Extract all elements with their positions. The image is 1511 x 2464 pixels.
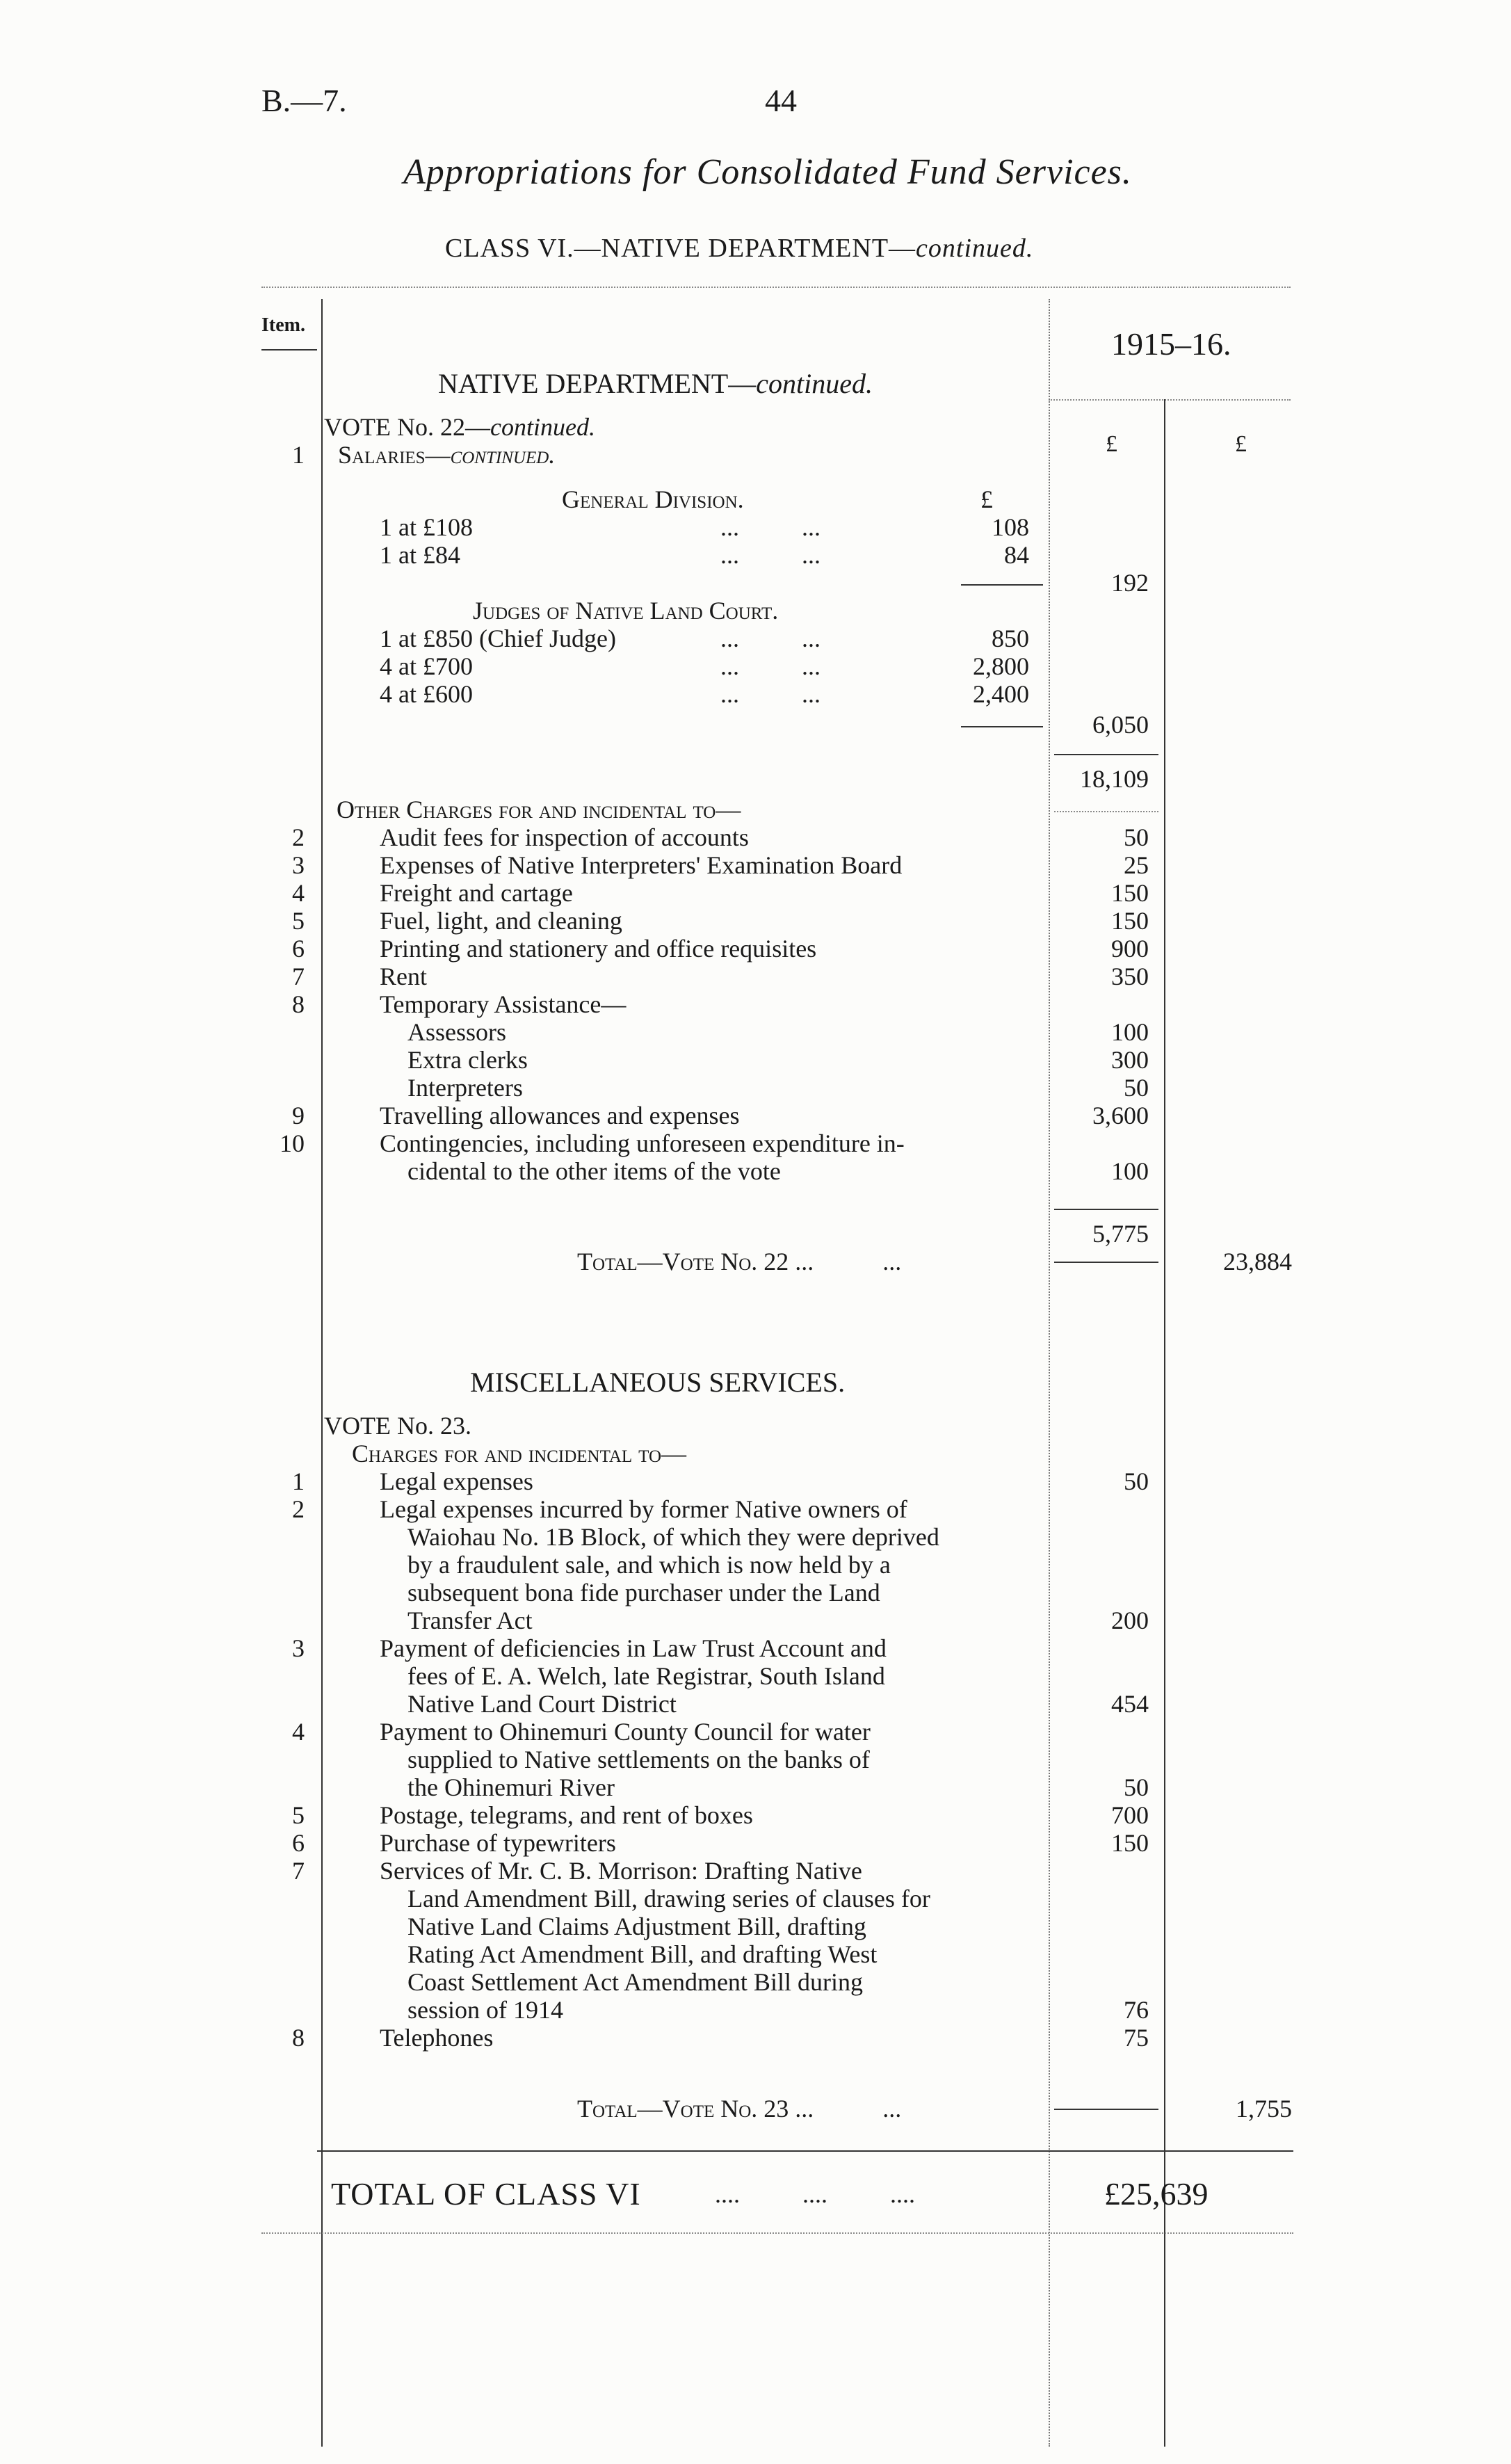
item-number: 3 [292,851,305,879]
class-total-label: TOTAL OF CLASS VI [331,2176,641,2212]
misc-services-heading: MISCELLANEOUS SERVICES. [470,1367,846,1398]
item-number: 1 [292,1467,305,1495]
currency-column-2: £ [1235,431,1247,457]
judges-rule [961,726,1043,727]
item-amount: 75 [1124,2024,1149,2052]
item-label: cidental to the other items of the vote [407,1157,781,1185]
item-header-rule [261,349,317,351]
item-label: Freight and cartage [380,879,573,907]
salary-row-value: 84 [1004,541,1029,569]
item-number: 5 [292,907,305,935]
general-division-subtotal: 192 [1111,569,1149,597]
salary-row-label: 1 at £108 [380,513,473,541]
salaries-rule [1054,754,1158,755]
judges-heading: Judges of Native Land Court. [473,597,779,625]
item-amount: 300 [1111,1046,1149,1074]
item-amount: 3,600 [1092,1102,1149,1129]
page-number: 44 [765,83,797,118]
salary-row-label: 4 at £600 [380,680,473,708]
item-amount: 100 [1111,1018,1149,1046]
item-label: Waiohau No. 1B Block, of which they were deprived [407,1523,939,1551]
vote-23-total: 1,755 [1236,2095,1292,2123]
item-amount: 150 [1111,1829,1149,1857]
year-header-rule [1049,399,1291,401]
item-label: Services of Mr. C. B. Morrison: Drafting Native [380,1857,862,1885]
item-label: Coast Settlement Act Amendment Bill during [407,1968,863,1996]
other-charges-total-rule [1054,1209,1158,1210]
item-label: Transfer Act [407,1607,533,1634]
vote-23-total-rule [1054,2109,1158,2110]
item-amount: 50 [1124,1074,1149,1102]
item-amount: 350 [1111,963,1149,990]
item-number: 8 [292,2024,305,2052]
item-label: subsequent bona fide purchaser under the Land [407,1579,880,1607]
amount-column-rule-left [1049,299,1050,2447]
item-column-rule [321,299,323,2447]
class-total-rule [317,2150,1293,2152]
vote-22-label: VOTE No. 22—continued. [324,413,595,441]
native-dept-heading: NATIVE DEPARTMENT—continued. [438,368,873,399]
salary-row-leader: ... ... [720,625,821,652]
item-label: Native Land Court District [407,1690,677,1718]
item-label: Travelling allowances and expenses [380,1102,740,1129]
salary-row-leader: ... ... [720,541,821,569]
general-division-currency: £ [980,485,993,513]
item-label: Extra clerks [407,1046,528,1074]
general-division-rule [961,584,1043,586]
item-number: 2 [292,1495,305,1523]
salary-row-value: 2,800 [973,652,1029,680]
item-label: Postage, telegrams, and rent of boxes [380,1801,753,1829]
item-amount: 50 [1124,1773,1149,1801]
item-number: 6 [292,1829,305,1857]
salaries-item-number: 1 [292,441,305,469]
item-amount: 200 [1111,1607,1149,1634]
item-label: by a fraudulent sale, and which is now held by a [407,1551,891,1579]
item-label: Expenses of Native Interpreters' Examination Board [380,851,903,879]
item-label: Assessors [407,1018,507,1046]
salary-row-label: 1 at £850 (Chief Judge) [380,625,616,652]
item-number: 7 [292,963,305,990]
item-number: 8 [292,990,305,1018]
item-amount: 76 [1124,1996,1149,2024]
item-label: Rating Act Amendment Bill, and drafting West [407,1940,878,1968]
item-amount: 50 [1124,1467,1149,1495]
item-label: Land Amendment Bill, drawing series of clauses for [407,1885,930,1913]
item-label: Fuel, light, and cleaning [380,907,622,935]
item-label: the Ohinemuri River [407,1773,615,1801]
item-amount: 50 [1124,823,1149,851]
salary-row-value: 108 [992,513,1029,541]
item-number: 2 [292,823,305,851]
item-label: Printing and stationery and office requisites [380,935,817,963]
item-amount: 150 [1111,907,1149,935]
vote-23-total-label: Total—Vote No. 23 ... ... [577,2095,902,2123]
item-label: Audit fees for inspection of accounts [380,823,749,851]
item-label: session of 1914 [407,1996,563,2024]
item-number: 4 [292,1718,305,1746]
item-number: 3 [292,1634,305,1662]
item-number: 7 [292,1857,305,1885]
salaries-total: 18,109 [1080,765,1149,793]
other-charges-total: 5,775 [1092,1220,1149,1248]
judges-subtotal: 6,050 [1092,711,1149,739]
class-heading: CLASS VI.—NATIVE DEPARTMENT—continued. [445,234,1034,263]
salary-row-leader: ... ... [720,652,821,680]
item-number: 5 [292,1801,305,1829]
item-label: Legal expenses [380,1467,533,1495]
item-amount: 100 [1111,1157,1149,1185]
item-amount: 454 [1111,1690,1149,1718]
general-division-heading: General Division. [562,485,744,513]
other-charges-rule [1054,811,1158,812]
item-label: Contingencies, including unforeseen expenditure in- [380,1129,905,1157]
page-title: Appropriations for Consolidated Fund Services. [403,152,1132,192]
item-number: 9 [292,1102,305,1129]
item-number: 10 [280,1129,305,1157]
item-number: 4 [292,879,305,907]
salary-row-leader: ... ... [720,513,821,541]
year-column-header: 1915–16. [1111,326,1231,362]
salary-row-leader: ... ... [720,680,821,708]
charges-heading: Charges for and incidental to— [352,1440,687,1467]
item-label: Interpreters [407,1074,523,1102]
item-amount: 25 [1124,851,1149,879]
item-label: Payment to Ohinemuri County Council for water [380,1718,871,1746]
class-total-leader: .... .... .... [715,2180,915,2208]
item-amount: 150 [1111,879,1149,907]
salaries-label: Salaries—continued. [338,441,556,469]
item-label: Legal expenses incurred by former Native owners of [380,1495,907,1523]
header-rule [261,287,1291,288]
footer-rule [261,2232,1293,2234]
vote-22-total-rule [1054,1262,1158,1263]
item-label: Rent [380,963,427,990]
other-charges-heading: Other Charges for and incidental to— [337,796,741,823]
salary-row-value: 2,400 [973,680,1029,708]
class-total-value: £25,639 [1104,2176,1209,2212]
item-amount: 700 [1111,1801,1149,1829]
salary-row-value: 850 [992,625,1029,652]
item-number: 6 [292,935,305,963]
vote-23-label: VOTE No. 23. [324,1412,471,1440]
vote-22-total: 23,884 [1223,1248,1292,1275]
item-amount: 900 [1111,935,1149,963]
page-reference: B.—7. [261,83,347,118]
salary-row-label: 4 at £700 [380,652,473,680]
item-label: Telephones [380,2024,494,2052]
vote-22-total-label: Total—Vote No. 22 ... ... [577,1248,902,1275]
item-label: supplied to Native settlements on the banks of [407,1746,870,1773]
salary-row-label: 1 at £84 [380,541,460,569]
item-label: fees of E. A. Welch, late Registrar, South Island [407,1662,885,1690]
currency-column-1: £ [1106,431,1117,457]
item-label: Purchase of typewriters [380,1829,616,1857]
amount-column-rule-mid [1164,399,1165,2447]
item-label: Temporary Assistance— [380,990,627,1018]
item-column-header: Item. [261,314,305,336]
item-label: Payment of deficiencies in Law Trust Account and [380,1634,887,1662]
item-label: Native Land Claims Adjustment Bill, drafting [407,1913,866,1940]
